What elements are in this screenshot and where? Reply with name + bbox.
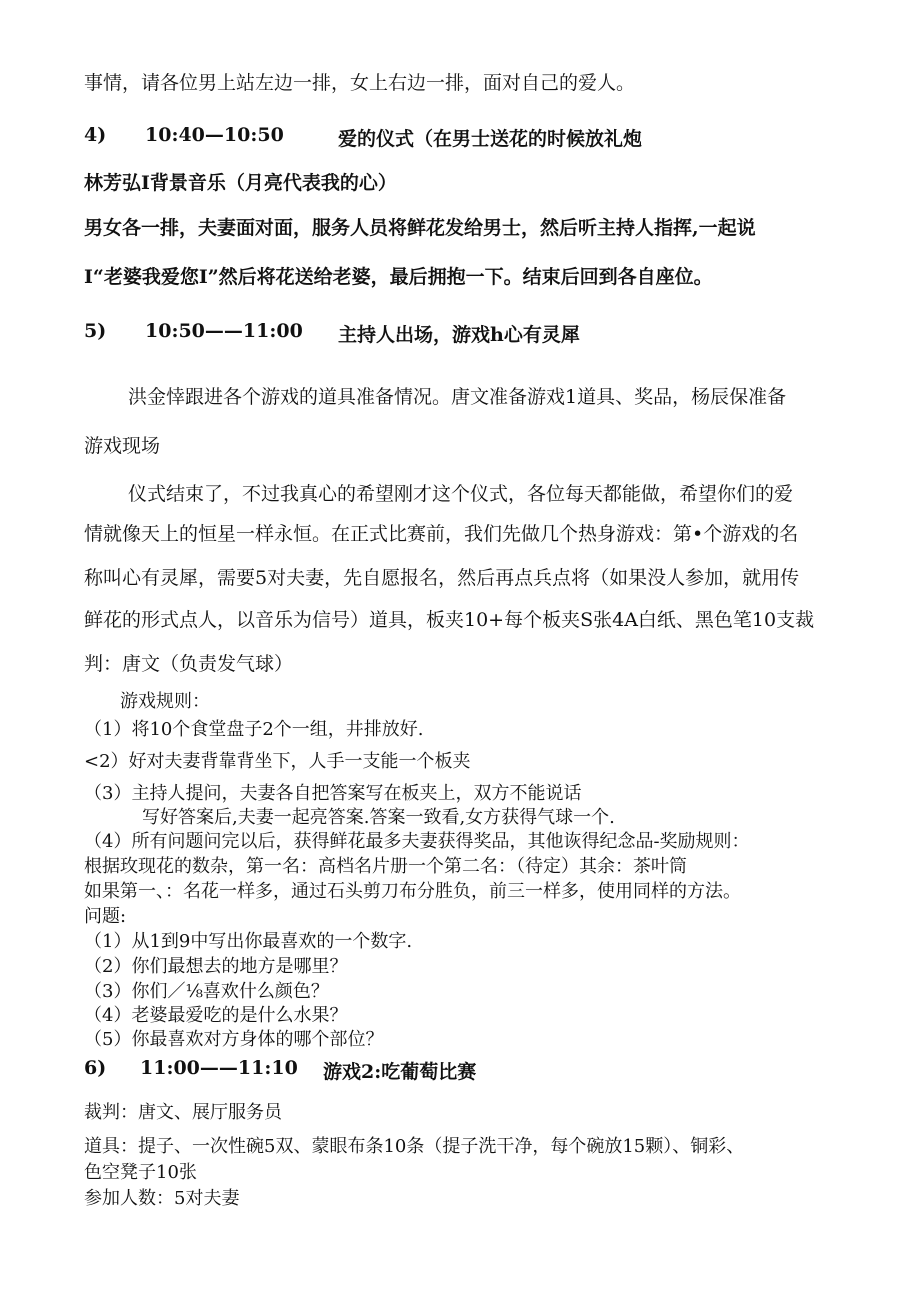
rules-title: 游戏规则： [120,691,210,712]
section-heading-5 [0,320,920,344]
paragraph-line: 游戏现场 [84,435,161,457]
text-line: I“老婆我爱您I”然后将花送给老婆，最后拥抱一下。结束后回到各自座位。 [84,266,713,288]
rule-item: （4）所有问题问完以后，获得鲜花最多夫妻获得奖品，其他诙得纪念品-奖励规则： [84,831,750,852]
rule-item: （3）主持人提问，夫妻各自把答案写在板夹上，双方不能说话 [84,783,582,804]
paragraph-line: 洪金悻跟进各个游戏的道具准备情况。唐文准备游戏1道具、奖品，杨辰保准备 [128,386,787,408]
text-line: 事情，请各位男上站左边一排，女上右边一排，面对自己的爱人。 [84,72,636,94]
paragraph-line: 称叫心有灵犀，需要5对夫妻，先自愿报名，然后再点兵点将（如果没人参加，就用传 [84,567,800,589]
section-number: 6) [84,1057,107,1079]
rule-item: （1）将10个食堂盘子2个一组，井排放好. [84,719,424,740]
rule-item-continuation: 写好答案后,夫妻一起亮答案.答案一致看,女方获得气球一个. [142,807,615,828]
section-time: 10:50——11:00 [145,320,303,342]
text-line: 色空凳子10张 [84,1162,197,1183]
section-title: 爱的仪式（在男士送花的时候放礼炮 [338,128,643,150]
text-line: 参加人数：5对夫妻 [84,1188,240,1209]
questions-title: 问题: [84,906,127,927]
rule-item-continuation: 根据玫现花的数杂，第一名：高档名片册一个第二名：（待定）其余：茶叶筒 [84,856,687,877]
paragraph-line: 情就像天上的恒星一样永恒。在正式比赛前，我们先做几个热身游戏：第•个游戏的名 [84,523,799,545]
section-time: 10:40—10:50 [145,124,284,146]
section-heading-4 [0,124,920,148]
text-line: 裁判：唐文、展厅服务员 [84,1102,282,1123]
question-item: （2）你们最想去的地方是哪里？ [84,956,348,977]
section-title: 主持人出场，游戏h心有灵犀 [338,324,580,346]
paragraph-line: 判：唐文（负责发气球） [84,653,294,675]
question-item: （3）你们／⅛喜欢什么颜色？ [84,981,329,1002]
rule-item-continuation: 如果第一、：名花一样多，通过石头剪刀布分胜负，前三一样多，使用同样的方法。 [84,881,741,902]
section-title: 游戏2:吃葡萄比赛 [323,1061,477,1083]
section-time: 11:00——11:10 [140,1057,298,1079]
paragraph-line: 鲜花的形式点人，以音乐为信号）道具，板夹10+每个板夹S张4A白纸、黑色笔10支裁 [84,609,815,631]
section-number: 5) [84,320,107,342]
paragraph-line: 仪式结束了，不过我真心的希望刚才这个仪式，各位每天都能做，希望你们的爱 [128,483,794,505]
section-number: 4) [84,124,107,146]
text-line: 男女各一排，夫妻面对面，服务人员将鲜花发给男士，然后听主持人指挥,一起说 [84,217,756,239]
text-line: 道具：提子、一次性碗5双、蒙眼布条10条（提子洗干净，每个碗放15颗）、铜彩、 [84,1136,745,1157]
section-heading-6 [0,1057,920,1081]
rule-item: <2）好对夫妻背靠背坐下，人手一支能一个板夹 [84,751,471,772]
question-item: （4）老婆最爱吃的是什么水果？ [84,1005,348,1026]
question-item: （5）你最喜欢对方身体的哪个部位？ [84,1029,384,1050]
question-item: （1）从1到9中写出你最喜欢的一个数字. [84,931,413,952]
text-line: 林芳弘I背景音乐（月亮代表我的心） [84,172,397,194]
